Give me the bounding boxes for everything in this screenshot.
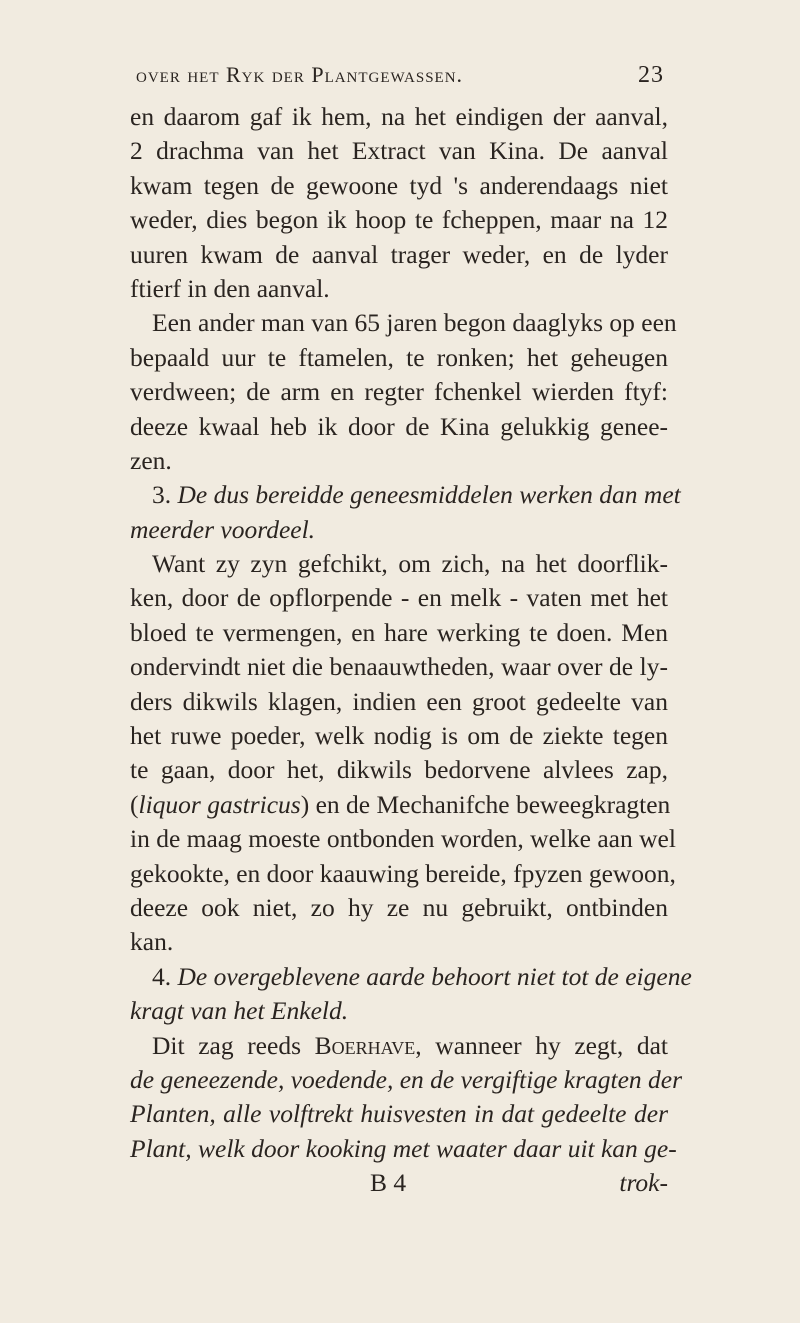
- text-line: [130, 238, 668, 272]
- text-segment: ) en de Mechanifche beweegkragten: [300, 789, 671, 819]
- text-line: [130, 134, 668, 168]
- text-segment: Een ander man van 65 jaren begon daaglyks op een: [152, 308, 677, 338]
- text-line: [130, 272, 668, 306]
- text-segment: Plant, welk door kooking met waater daar uit kan ge-: [130, 1133, 677, 1163]
- text-segment: deeze ook niet, zo hy ze nu gebruikt, ontbinden: [130, 892, 668, 922]
- text-segment: gekookte, en door kaauwing bereide, fpyzen gewoon,: [130, 858, 676, 888]
- text-line: [130, 719, 668, 753]
- text-segment: het ruwe poeder, welk nodig is om de ziekte tegen: [130, 721, 668, 751]
- body-text: [130, 100, 692, 1201]
- text-line: [130, 1097, 668, 1131]
- running-title: over het Ryk der Plantgewassen.: [136, 62, 464, 87]
- text-segment: weder, dies begon ik hoop te fcheppen, maar na 12: [130, 205, 668, 235]
- text-segment: , wanneer hy zegt, dat: [415, 1030, 668, 1060]
- text-segment: ders dikwils klagen, indien een groot gedeelte van: [130, 686, 668, 716]
- text-segment: (: [130, 789, 139, 819]
- text-line: [130, 1132, 677, 1166]
- text-segment: kwam tegen de gewoone tyd 's anderendaags niet: [130, 170, 668, 200]
- text-line: [130, 306, 677, 340]
- signature-mark: B 4: [370, 1168, 407, 1198]
- text-line: [130, 994, 668, 1028]
- text-line: [130, 513, 668, 547]
- text-segment: bepaald uur te ftamelen, te ronken; het geheugen: [130, 342, 668, 372]
- text-segment: kragt van het Enkeld.: [130, 996, 349, 1026]
- text-segment: liquor gastricus: [138, 789, 301, 819]
- text-line: [130, 478, 681, 512]
- text-segment: en daarom gaf ik hem, na het eindigen der aanval,: [130, 102, 668, 131]
- text-line: [130, 650, 668, 684]
- text-line: [130, 444, 668, 478]
- text-segment: verdween; de arm en regter fchenkel wierden ftyf:: [130, 377, 668, 407]
- text-line: [130, 616, 668, 650]
- text-line: [130, 375, 668, 409]
- text-segment: 4.: [152, 961, 178, 991]
- text-line: [130, 547, 668, 581]
- text-line: [130, 203, 668, 237]
- text-segment: 2 drachma van het Extract van Kina. De aanval: [130, 136, 668, 166]
- text-line: [130, 925, 668, 959]
- text-line: [130, 857, 676, 891]
- text-segment: te gaan, door het, dikwils bedorvene alvlees zap,: [130, 755, 668, 785]
- text-segment: Planten, alle volftrekt huisvesten in dat gedeelte der: [130, 1099, 668, 1129]
- text-segment: deeze kwaal heb ik door de Kina gelukkig genee-: [130, 411, 668, 441]
- catchword: trok-: [619, 1168, 668, 1198]
- text-line: [130, 1063, 683, 1097]
- text-line: [130, 685, 668, 719]
- page-number: 23: [638, 62, 664, 88]
- text-line: [130, 169, 668, 203]
- text-line: [130, 100, 668, 134]
- text-segment: 3.: [152, 480, 178, 510]
- text-segment: ondervindt niet die benaauwtheden, waar over de ly-: [130, 652, 668, 682]
- text-segment: de geneezende, voedende, en de vergiftige kragten der: [130, 1064, 683, 1094]
- text-segment: bloed te vermengen, en hare werking te doen. Men: [130, 617, 668, 647]
- text-segment: De overgeblevene aarde behoort niet tot de eigene: [177, 961, 692, 991]
- text-line: [130, 753, 668, 787]
- text-segment: uuren kwam de aanval trager weder, en de lyder: [130, 239, 668, 269]
- running-header: [136, 62, 664, 89]
- text-segment: Dit zag reeds: [152, 1030, 315, 1060]
- text-segment: in de maag moeste ontbonden worden, welke aan wel: [130, 824, 676, 854]
- text-line: [130, 581, 668, 615]
- text-segment: meerder voordeel.: [130, 514, 316, 544]
- text-line: [130, 960, 692, 994]
- page-footer: [130, 1166, 668, 1200]
- text-line: [130, 341, 668, 375]
- text-segment: kan.: [130, 927, 174, 957]
- text-line: [130, 788, 671, 822]
- text-segment: De dus bereidde geneesmiddelen werken dan met: [177, 480, 681, 510]
- text-line: [130, 891, 668, 925]
- text-line: [130, 822, 676, 856]
- text-line: [130, 1029, 668, 1063]
- text-segment: Want zy zyn gefchikt, om zich, na het doorflik-: [152, 549, 668, 579]
- text-line: [130, 410, 668, 444]
- text-segment: zen.: [130, 445, 172, 475]
- text-segment: ken, door de opflorpende - en melk - vaten met het: [130, 583, 668, 613]
- text-segment: ftierf in den aanval.: [130, 273, 330, 303]
- text-segment: Boerhave: [314, 1030, 416, 1060]
